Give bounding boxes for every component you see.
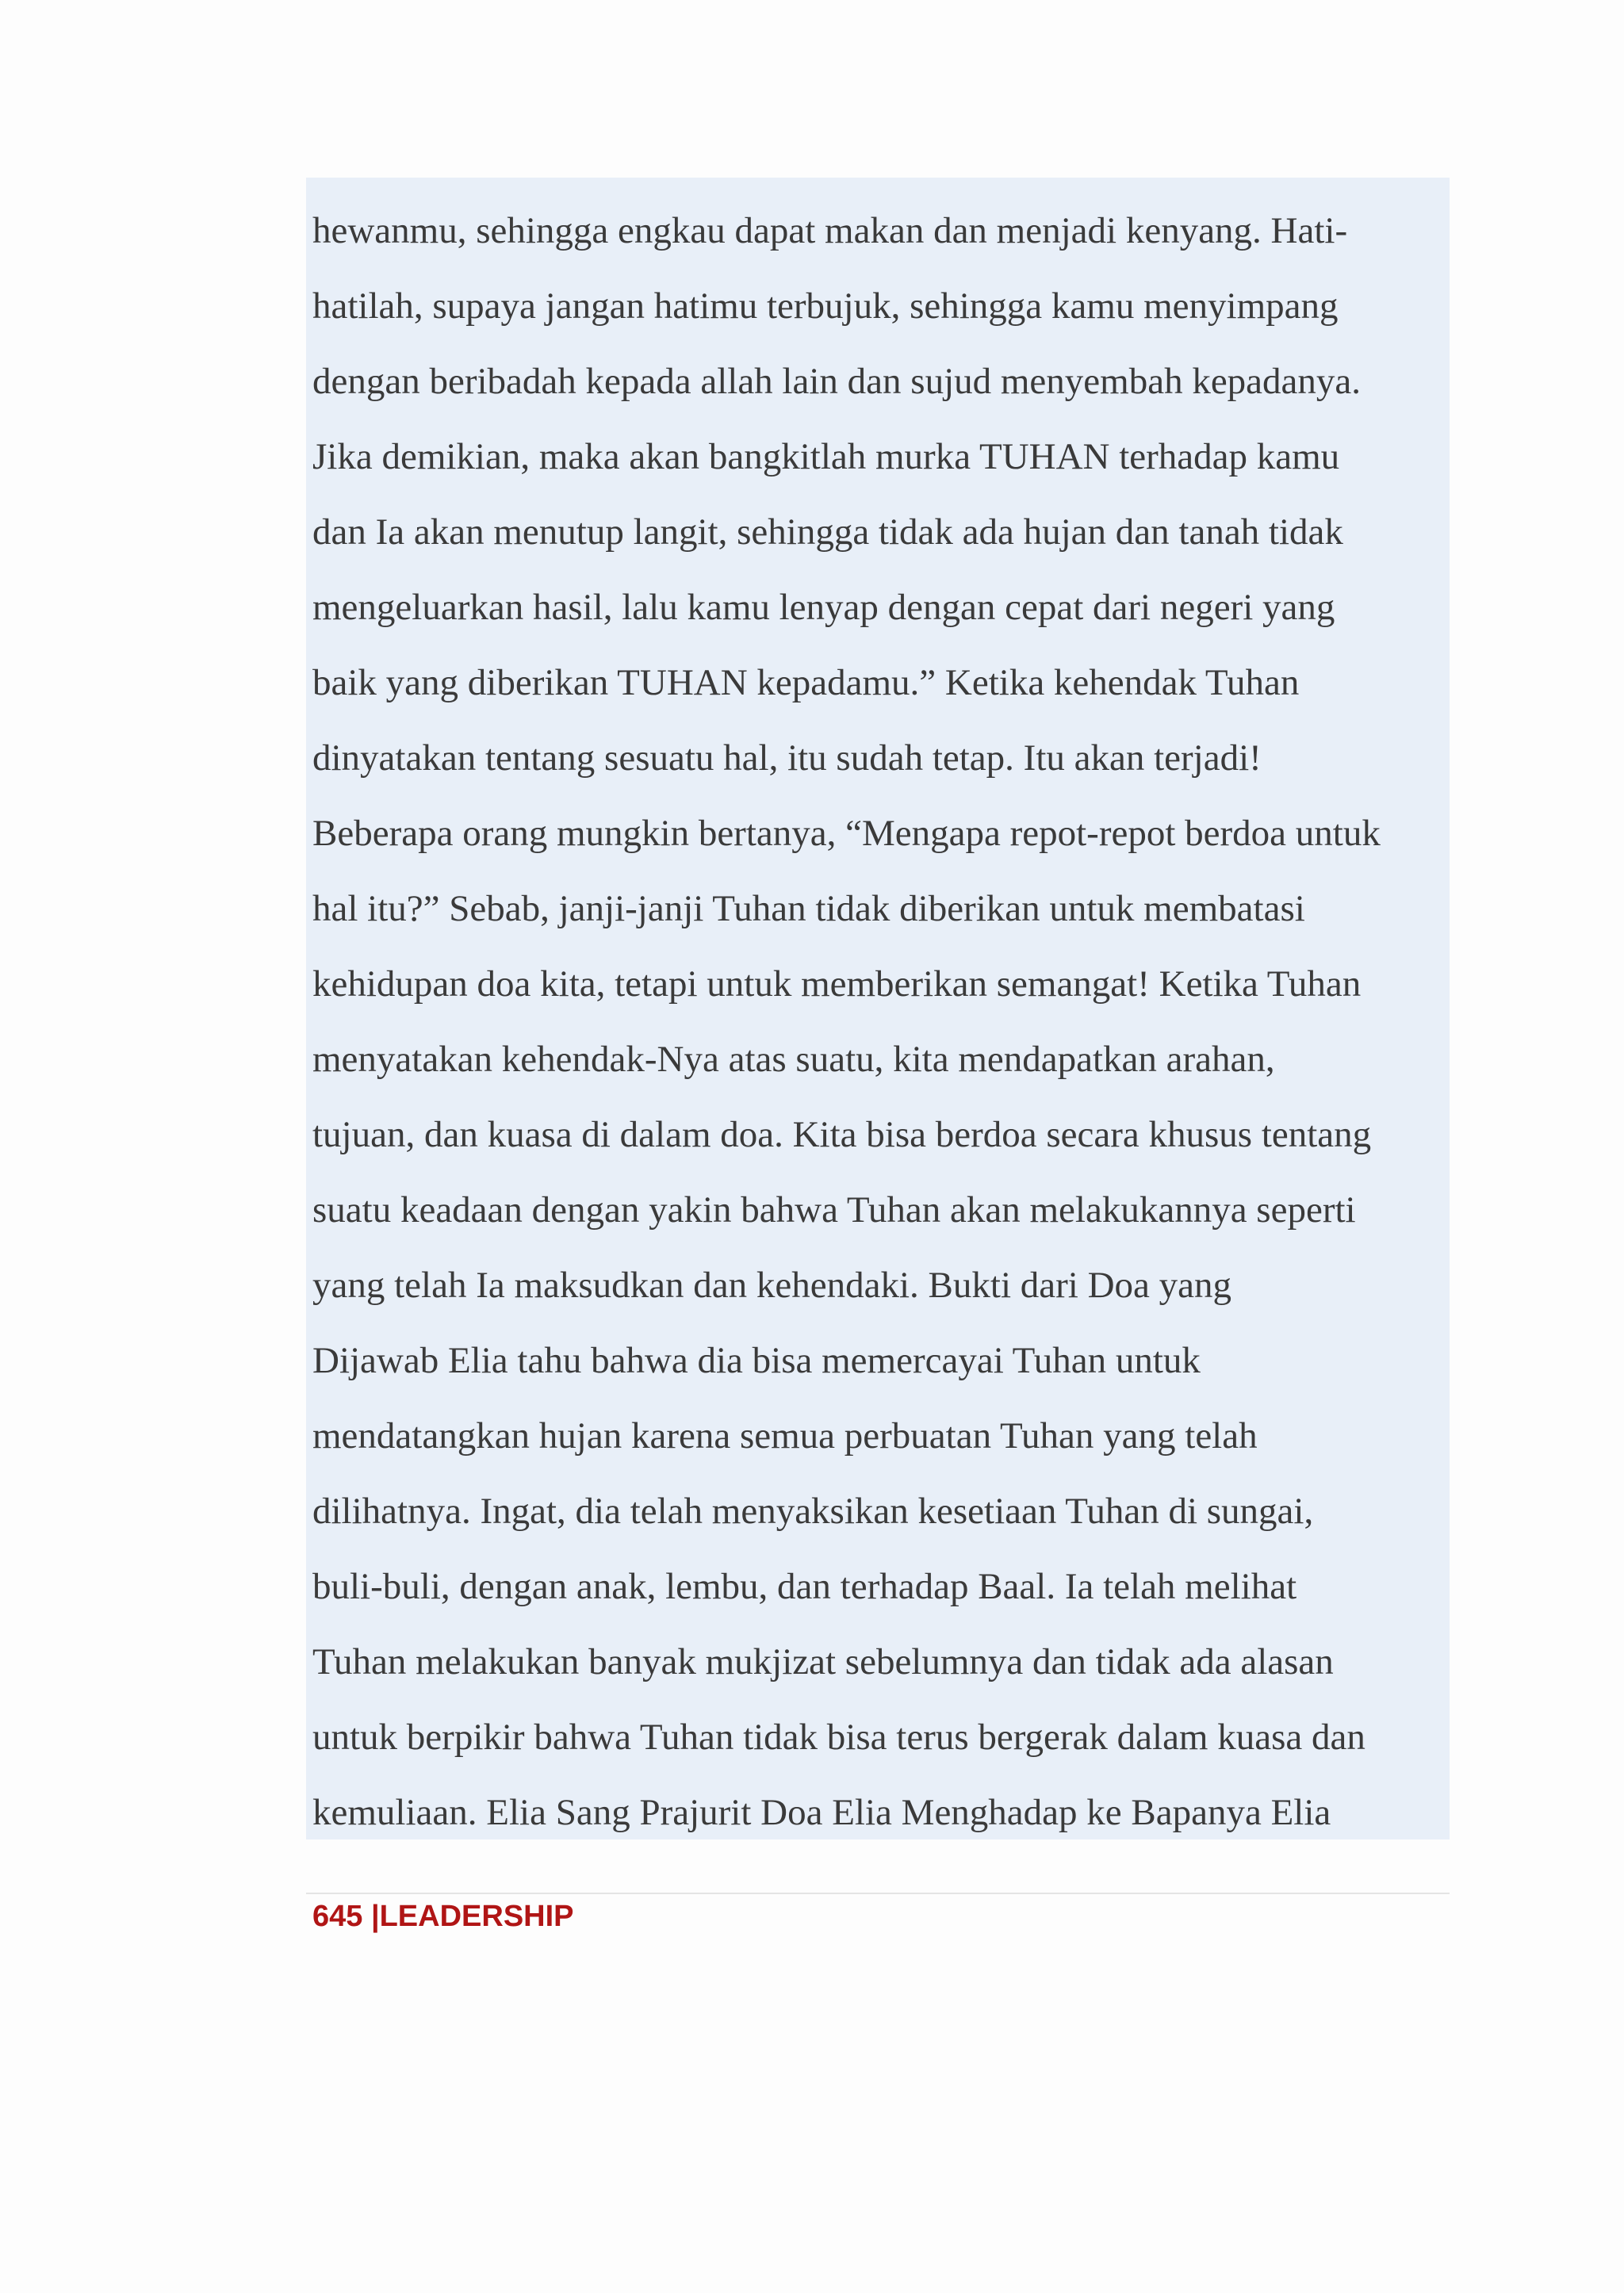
body-line: menyatakan kehendak-Nya atas suatu, kita mendapatkan arahan, (312, 1039, 1275, 1080)
body-line: dengan beribadah kepada allah lain dan sujud menyembah kepadanya. (312, 361, 1362, 402)
body-line: tujuan, dan kuasa di dalam doa. Kita bisa berdoa secara khusus tentang (312, 1114, 1372, 1155)
body-line: hatilah, supaya jangan hatimu terbujuk, sehingga kamu menyimpang (312, 285, 1339, 327)
body-line: kemuliaan. Elia Sang Prajurit Doa Elia Menghadap ke Bapanya Elia (312, 1792, 1331, 1833)
body-line: hal itu?” Sebab, janji-janji Tuhan tidak diberikan untuk membatasi (312, 888, 1305, 929)
body-line: Beberapa orang mungkin bertanya, “Mengapa repot-repot berdoa untuk (312, 813, 1381, 854)
body-line: Dijawab Elia tahu bahwa dia bisa memercayai Tuhan untuk (312, 1340, 1201, 1381)
body-line: dan Ia akan menutup langit, sehingga tidak ada hujan dan tanah tidak (312, 511, 1343, 553)
highlighted-text-block (306, 178, 1450, 1839)
body-line: yang telah Ia maksudkan dan kehendaki. Bukti dari Doa yang (312, 1265, 1231, 1306)
body-line: hewanmu, sehingga engkau dapat makan dan menjadi kenyang. Hati- (312, 210, 1348, 251)
body-line: Jika demikian, maka akan bangkitlah murka TUHAN terhadap kamu (312, 436, 1340, 477)
body-line: dinyatakan tentang sesuatu hal, itu sudah tetap. Itu akan terjadi! (312, 737, 1262, 779)
body-line: Tuhan melakukan banyak mukjizat sebelumnya dan tidak ada alasan (312, 1641, 1334, 1682)
body-line: mengeluarkan hasil, lalu kamu lenyap dengan cepat dari negeri yang (312, 587, 1335, 628)
body-line: untuk berpikir bahwa Tuhan tidak bisa terus bergerak dalam kuasa dan (312, 1717, 1365, 1758)
body-line: kehidupan doa kita, tetapi untuk memberikan semangat! Ketika Tuhan (312, 963, 1362, 1005)
body-line: baik yang diberikan TUHAN kepadamu.” Ketika kehendak Tuhan (312, 662, 1300, 703)
body-line: suatu keadaan dengan yakin bahwa Tuhan akan melakukannya seperti (312, 1189, 1356, 1231)
body-line: buli-buli, dengan anak, lembu, dan terhadap Baal. Ia telah melihat (312, 1566, 1297, 1607)
footer-divider (306, 1893, 1450, 1894)
body-line: mendatangkan hujan karena semua perbuatan Tuhan yang telah (312, 1415, 1258, 1457)
body-line: dilihatnya. Ingat, dia telah menyaksikan kesetiaan Tuhan di sungai, (312, 1491, 1314, 1532)
page-footer: 645 |LEADERSHIP (312, 1900, 574, 1933)
